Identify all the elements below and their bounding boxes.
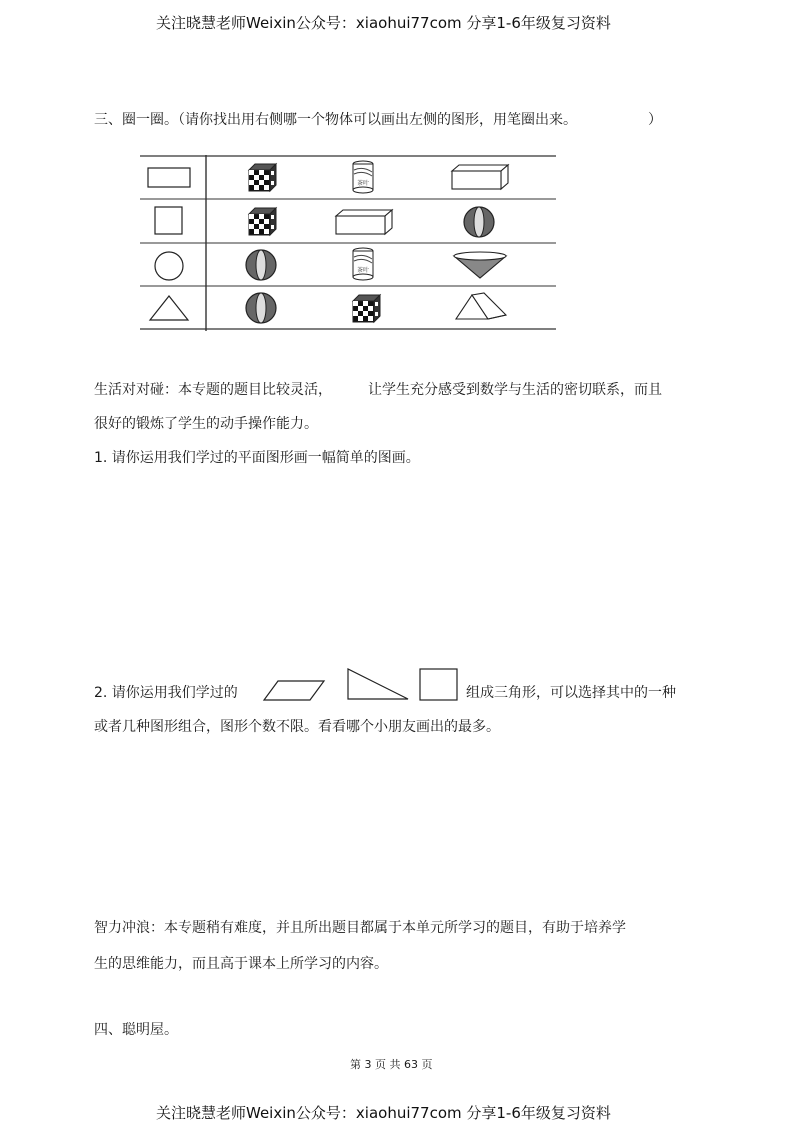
question-2-end: 组成三角形，可以选择其中的一种	[466, 685, 676, 701]
header-banner: 关注晓慧老师Weixin公众号：xiaohui77com 分享1-6年级复习资料	[156, 14, 611, 32]
cuboid-box-icon[interactable]	[450, 163, 510, 191]
triangular-prism-icon[interactable]	[454, 291, 510, 325]
cone-icon[interactable]	[452, 250, 508, 280]
life-intro-line-2: 很好的锻炼了学生的动手操作能力。	[94, 416, 318, 432]
checkered-cube-icon[interactable]	[246, 205, 278, 237]
section-3-title: 三、圈一圈。（请你找出用右侧哪一个物体可以画出左侧的图形，用笔圈出来。	[94, 112, 577, 128]
wisdom-intro-line-1: 智力冲浪：本专题稍有难度，并且所出题目都属于本单元所学习的题目，有助于培养学	[94, 920, 626, 936]
ball-icon[interactable]	[462, 205, 496, 239]
rectangle-icon	[147, 167, 191, 189]
svg-text:茶叶: 茶叶	[357, 180, 370, 187]
section-3-title-close: ）	[648, 112, 662, 128]
square-shape-icon	[418, 667, 460, 703]
life-intro-line-1a: 生活对对碰：本专题的题目比较灵活，	[94, 382, 332, 398]
circle-icon	[152, 249, 186, 283]
wisdom-intro-line-2: 生的思维能力，而且高于课本上所学习的内容。	[94, 956, 388, 972]
question-2-line-2: 或者几种图形组合，图形个数不限。看看哪个小朋友画出的最多。	[94, 719, 500, 735]
matching-table	[140, 155, 556, 331]
triangle-icon	[148, 294, 190, 322]
cuboid-box-icon[interactable]	[334, 208, 394, 236]
section-4-title: 四、聪明屋。	[94, 1022, 178, 1038]
ball-icon[interactable]	[244, 291, 278, 325]
page-number: 第 3 页 共 63 页	[350, 1058, 433, 1071]
question-2-start: 2. 请你运用我们学过的	[94, 685, 238, 701]
tea-tin-icon[interactable]	[350, 160, 376, 194]
parallelogram-icon	[262, 678, 328, 704]
square-icon	[154, 206, 184, 236]
checkered-cube-icon[interactable]	[350, 292, 382, 324]
tea-tin-icon[interactable]	[350, 247, 376, 281]
ball-icon[interactable]	[244, 248, 278, 282]
right-triangle-icon	[344, 667, 412, 703]
checkered-cube-icon[interactable]	[246, 161, 278, 193]
life-intro-line-1b: 让学生充分感受到数学与生活的密切联系，而且	[368, 382, 662, 398]
svg-text:茶叶: 茶叶	[357, 267, 370, 274]
question-1: 1. 请你运用我们学过的平面图形画一幅简单的图画。	[94, 450, 420, 466]
footer-banner: 关注晓慧老师Weixin公众号：xiaohui77com 分享1-6年级复习资料	[156, 1104, 611, 1122]
